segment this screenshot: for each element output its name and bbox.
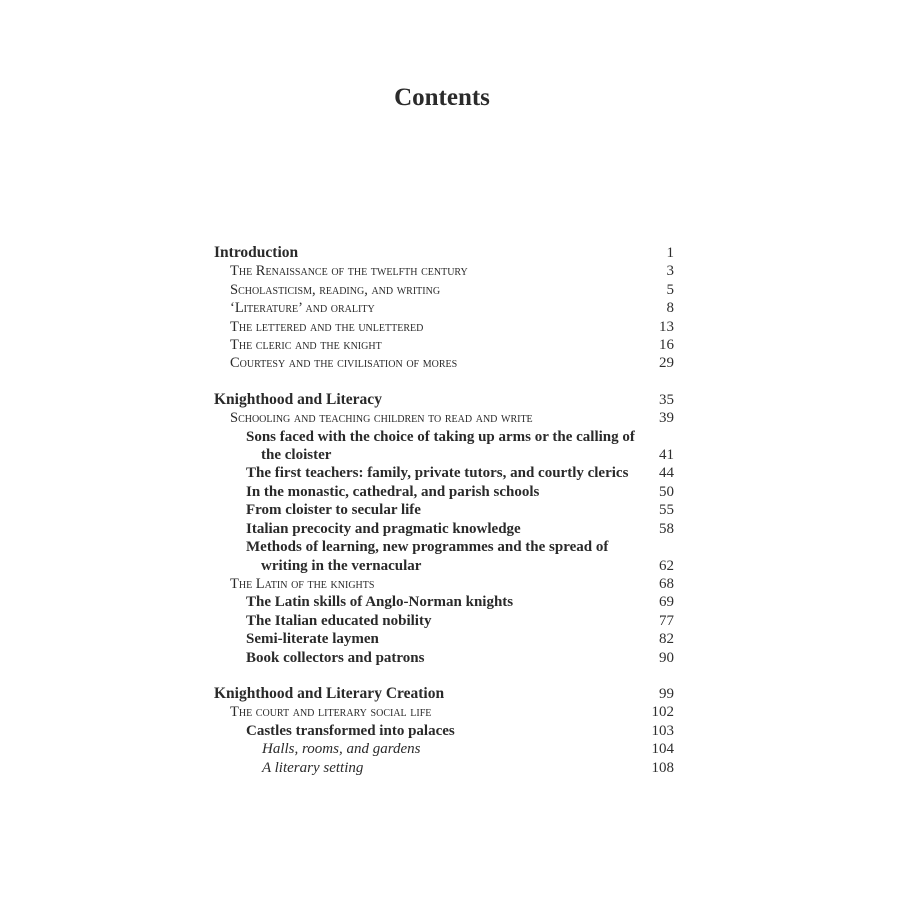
- toc-entry-page: 103: [651, 722, 674, 739]
- toc-entry-page: 58: [659, 520, 674, 537]
- toc-entry: [214, 336, 674, 354]
- toc-entry-title: Methods of learning, new programmes and the spread of writing in the vernacular: [246, 539, 609, 574]
- toc-entry-page: 8: [666, 300, 674, 317]
- toc-entry: [214, 354, 674, 372]
- toc-entry-title: Scholasticism, reading, and writing: [230, 281, 441, 298]
- toc-entry-page: 39: [659, 410, 674, 427]
- toc-entry-page: 35: [659, 391, 674, 408]
- toc-entry-page: 77: [659, 612, 674, 629]
- toc-entry-title: Knighthood and Literary Creation: [214, 684, 445, 702]
- toc-entry: [214, 409, 674, 427]
- toc-entry-page: 50: [659, 483, 674, 500]
- toc-entry-page: 41: [659, 447, 674, 464]
- toc-entry-page: 16: [659, 337, 674, 354]
- toc-entry-title: The court and literary social life: [230, 704, 432, 721]
- toc-entry: [214, 722, 674, 740]
- toc-section: [214, 391, 674, 667]
- toc-entry: [214, 630, 674, 648]
- toc-entry: [214, 593, 674, 611]
- toc-entry: [214, 428, 674, 465]
- toc-entry: [214, 740, 674, 758]
- toc-entry-title: The first teachers: family, private tutors, and courtly clerics: [246, 465, 629, 482]
- toc-entry-title: Italian precocity and pragmatic knowledge: [246, 520, 521, 537]
- toc-entry: [214, 318, 674, 336]
- toc-entry: [214, 538, 674, 575]
- toc-entry-title: The Renaissance of the twelfth century: [230, 263, 468, 280]
- toc-entry: [214, 281, 674, 299]
- table-of-contents: [214, 244, 674, 795]
- toc-entry-title: The lettered and the unlettered: [230, 318, 424, 335]
- toc-entry-page: 69: [659, 594, 674, 611]
- toc-entry-page: 55: [659, 502, 674, 519]
- toc-entry-page: 102: [651, 704, 674, 721]
- toc-entry-page: 13: [659, 318, 674, 335]
- toc-entry: [214, 703, 674, 721]
- toc-entry: [214, 244, 674, 262]
- toc-entry-title: In the monastic, cathedral, and parish schools: [246, 483, 540, 500]
- toc-entry-page: 68: [659, 575, 674, 592]
- toc-section: [214, 244, 674, 373]
- toc-entry-title: Knighthood and Literacy: [214, 390, 382, 408]
- toc-entry-title: Courtesy and the civilisation of mores: [230, 355, 458, 372]
- toc-entry-title: A literary setting: [262, 759, 364, 776]
- toc-entry-page: 90: [659, 649, 674, 666]
- toc-entry-page: 82: [659, 631, 674, 648]
- toc-entry: [214, 649, 674, 667]
- toc-entry-title: The Latin of the knights: [230, 575, 375, 592]
- toc-entry-title: The Latin skills of Anglo-Norman knights: [246, 594, 514, 611]
- toc-entry-page: 3: [666, 263, 674, 280]
- toc-entry: [214, 575, 674, 593]
- toc-entry-title: Introduction: [214, 244, 299, 261]
- page-title: Contents: [394, 84, 490, 111]
- toc-entry-title: Schooling and teaching children to read and write: [230, 410, 533, 427]
- toc-entry-title: ‘Literature’ and orality: [230, 300, 375, 317]
- toc-entry-page: 99: [659, 685, 674, 702]
- toc-entry-title: From cloister to secular life: [246, 502, 421, 519]
- toc-entry: [214, 685, 674, 703]
- toc-entry-title: Book collectors and patrons: [246, 649, 425, 666]
- toc-entry-title: Halls, rooms, and gardens: [262, 741, 421, 758]
- toc-entry: [214, 262, 674, 280]
- toc-section: [214, 685, 674, 777]
- toc-entry-title: The cleric and the knight: [230, 337, 382, 354]
- toc-entry-title: Sons faced with the choice of taking up arms or the calling of the cloister: [246, 428, 635, 464]
- toc-entry: [214, 299, 674, 317]
- toc-entry-page: 62: [659, 557, 674, 574]
- toc-entry: [214, 520, 674, 538]
- toc-entry-title: Semi-literate laymen: [246, 631, 379, 648]
- toc-entry-page: 5: [666, 281, 674, 298]
- toc-entry: [214, 483, 674, 501]
- toc-entry-page: 1: [666, 245, 674, 261]
- toc-entry: [214, 464, 674, 482]
- toc-entry-page: 104: [651, 741, 674, 758]
- toc-entry-page: 44: [659, 465, 674, 482]
- toc-entry: [214, 612, 674, 630]
- toc-entry-title: The Italian educated nobility: [246, 612, 432, 629]
- toc-entry-title: Castles transformed into palaces: [246, 722, 455, 739]
- toc-entry-page: 108: [651, 759, 674, 776]
- toc-entry: [214, 759, 674, 777]
- toc-entry: [214, 501, 674, 519]
- toc-entry: [214, 391, 674, 409]
- toc-entry-page: 29: [659, 355, 674, 372]
